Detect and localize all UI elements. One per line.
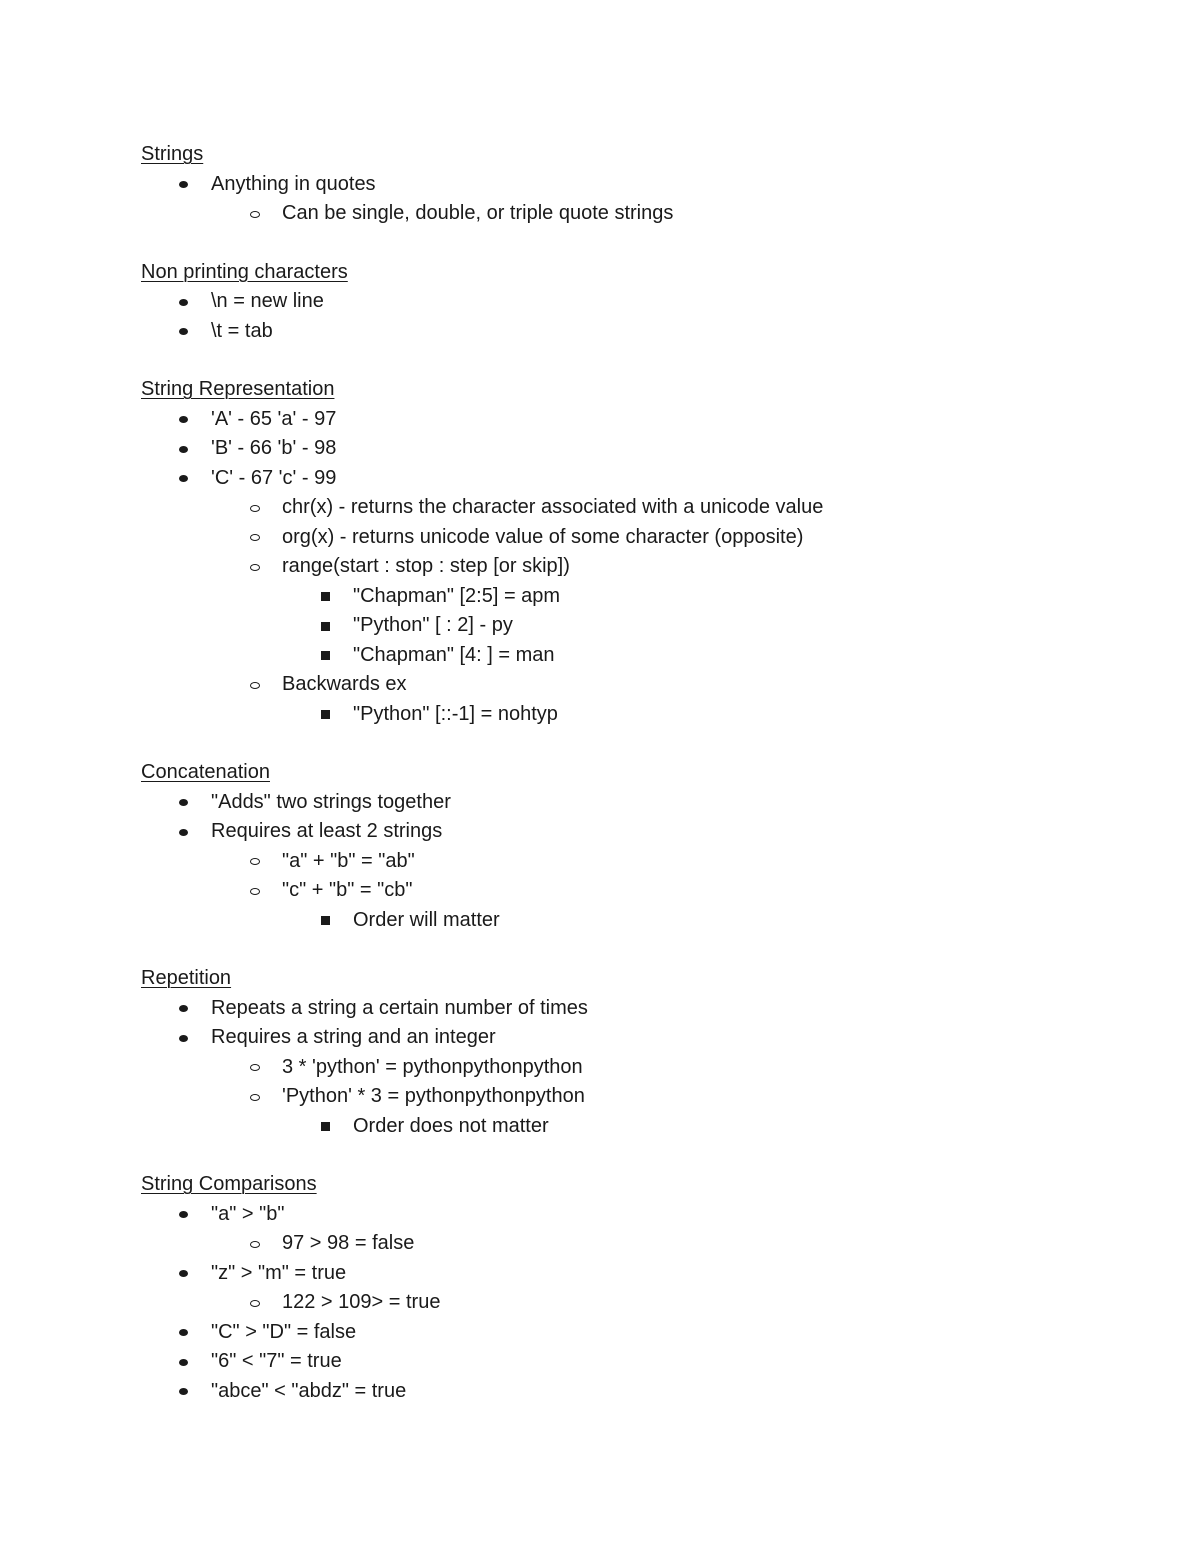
list-item-text: "a" + "b" = "ab": [282, 849, 415, 872]
filled-circle-bullet-icon: [179, 1270, 188, 1277]
list-item: [141, 906, 1141, 936]
section-strings: [141, 140, 1141, 229]
hollow-circle-bullet-icon: [250, 1300, 260, 1307]
list-item-text: 'A' - 65 'a' - 97: [211, 407, 337, 430]
list-item: [141, 464, 1141, 494]
list-item-text: "C" > "D" = false: [211, 1320, 357, 1343]
filled-circle-bullet-icon: [179, 1388, 188, 1395]
hollow-circle-bullet-icon: [250, 534, 260, 541]
list-item-text: "Adds" two strings together: [211, 790, 451, 813]
square-bullet-icon: [321, 916, 330, 925]
list-item: [141, 611, 1141, 641]
list-item: [141, 434, 1141, 464]
filled-circle-bullet-icon: [179, 1005, 188, 1012]
section-concatenation: [141, 758, 1141, 935]
hollow-circle-bullet-icon: [250, 1094, 260, 1101]
filled-circle-bullet-icon: [179, 181, 188, 188]
section-heading: String Comparisons: [141, 1173, 317, 1195]
document-content: [141, 140, 1141, 1406]
list-item: [141, 1318, 1141, 1348]
list-item-text: "Chapman" [4: ] = man: [353, 643, 555, 666]
filled-circle-bullet-icon: [179, 1329, 188, 1336]
hollow-circle-bullet-icon: [250, 211, 260, 218]
list-item: [141, 1229, 1141, 1259]
hollow-circle-bullet-icon: [250, 858, 260, 865]
list-item-text: "Chapman" [2:5] = apm: [353, 584, 561, 607]
filled-circle-bullet-icon: [179, 829, 188, 836]
list-item-text: "a" > "b": [211, 1202, 285, 1225]
list-item: [141, 1200, 1141, 1230]
list-item-text: range(start : stop : step [or skip]): [282, 555, 570, 577]
list-item-text: "z" > "m" = true: [211, 1261, 347, 1284]
list-item-text: 122 > 109> = true: [282, 1291, 441, 1313]
list-item: [141, 493, 1141, 523]
list-item: [141, 641, 1141, 671]
list-item-text: \t = tab: [211, 319, 273, 342]
filled-circle-bullet-icon: [179, 475, 188, 482]
list-item-text: "6" < "7" = true: [211, 1350, 342, 1372]
list-item: [141, 817, 1141, 847]
list-item: [141, 847, 1141, 877]
list-item-text: 'B' - 66 'b' - 98: [211, 437, 337, 459]
list-item-text: "Python" [::-1] = nohtyp: [353, 702, 558, 725]
square-bullet-icon: [321, 622, 330, 631]
section-heading: Repetition: [141, 967, 232, 989]
list-item-text: org(x) - returns unicode value of some character (opposite): [282, 525, 804, 548]
hollow-circle-bullet-icon: [250, 505, 260, 512]
filled-circle-bullet-icon: [179, 328, 188, 335]
section-string-comparisons: [141, 1170, 1141, 1406]
section-heading: String Representation: [141, 378, 335, 400]
bullet-list: [141, 287, 1141, 346]
filled-circle-bullet-icon: [179, 416, 188, 423]
section-heading: Concatenation: [141, 761, 270, 783]
square-bullet-icon: [321, 710, 330, 719]
section-heading: Non printing characters: [141, 260, 348, 283]
square-bullet-icon: [321, 651, 330, 660]
list-item-text: 97 > 98 = false: [282, 1232, 415, 1254]
bullet-list: [141, 170, 1141, 229]
filled-circle-bullet-icon: [179, 1359, 188, 1366]
hollow-circle-bullet-icon: [250, 682, 260, 689]
list-item-text: Order does not matter: [353, 1114, 549, 1137]
list-item: [141, 199, 1141, 229]
list-item: [141, 1347, 1141, 1377]
filled-circle-bullet-icon: [179, 299, 188, 306]
list-item: [141, 1377, 1141, 1407]
list-item: [141, 317, 1141, 347]
square-bullet-icon: [321, 1122, 330, 1131]
filled-circle-bullet-icon: [179, 799, 188, 806]
list-item: [141, 670, 1141, 700]
bullet-list: [141, 994, 1141, 1142]
section-non-printing-characters: [141, 258, 1141, 347]
list-item-text: 'Python' * 3 = pythonpythonpython: [282, 1085, 585, 1107]
filled-circle-bullet-icon: [179, 1035, 188, 1042]
list-item: [141, 700, 1141, 730]
list-item-text: Repeats a string a certain number of times: [211, 996, 588, 1019]
section-repetition: [141, 964, 1141, 1141]
list-item-text: 'C' - 67 'c' - 99: [211, 466, 337, 489]
list-item-text: Anything in quotes: [211, 172, 376, 195]
section-heading: Strings: [141, 143, 204, 165]
list-item-text: chr(x) - returns the character associated with a unicode value: [282, 496, 824, 518]
bullet-list: [141, 405, 1141, 730]
list-item-text: \n = new line: [211, 290, 324, 312]
list-item: [141, 582, 1141, 612]
list-item-text: Backwards ex: [282, 673, 407, 695]
list-item: [141, 994, 1141, 1024]
list-item: [141, 788, 1141, 818]
hollow-circle-bullet-icon: [250, 1064, 260, 1071]
list-item: [141, 1288, 1141, 1318]
hollow-circle-bullet-icon: [250, 564, 260, 571]
list-item-text: "Python" [ : 2] - py: [353, 614, 513, 636]
bullet-list: [141, 1200, 1141, 1407]
list-item: [141, 170, 1141, 200]
list-item-text: Requires a string and an integer: [211, 1026, 496, 1048]
hollow-circle-bullet-icon: [250, 888, 260, 895]
list-item-text: "c" + "b" = "cb": [282, 879, 413, 901]
list-item-text: Requires at least 2 strings: [211, 820, 443, 842]
list-item: [141, 876, 1141, 906]
list-item: [141, 287, 1141, 317]
list-item: [141, 523, 1141, 553]
hollow-circle-bullet-icon: [250, 1241, 260, 1248]
list-item: [141, 1053, 1141, 1083]
section-string-representation: [141, 375, 1141, 729]
list-item-text: Order will matter: [353, 908, 500, 931]
list-item: [141, 1112, 1141, 1142]
list-item: [141, 1082, 1141, 1112]
filled-circle-bullet-icon: [179, 446, 188, 453]
filled-circle-bullet-icon: [179, 1211, 188, 1218]
list-item-text: Can be single, double, or triple quote strings: [282, 202, 674, 224]
list-item: [141, 1259, 1141, 1289]
list-item-text: 3 * 'python' = pythonpythonpython: [282, 1055, 583, 1078]
bullet-list: [141, 788, 1141, 936]
list-item: [141, 1023, 1141, 1053]
list-item: [141, 405, 1141, 435]
square-bullet-icon: [321, 592, 330, 601]
list-item: [141, 552, 1141, 582]
list-item-text: "abce" < "abdz" = true: [211, 1379, 407, 1402]
